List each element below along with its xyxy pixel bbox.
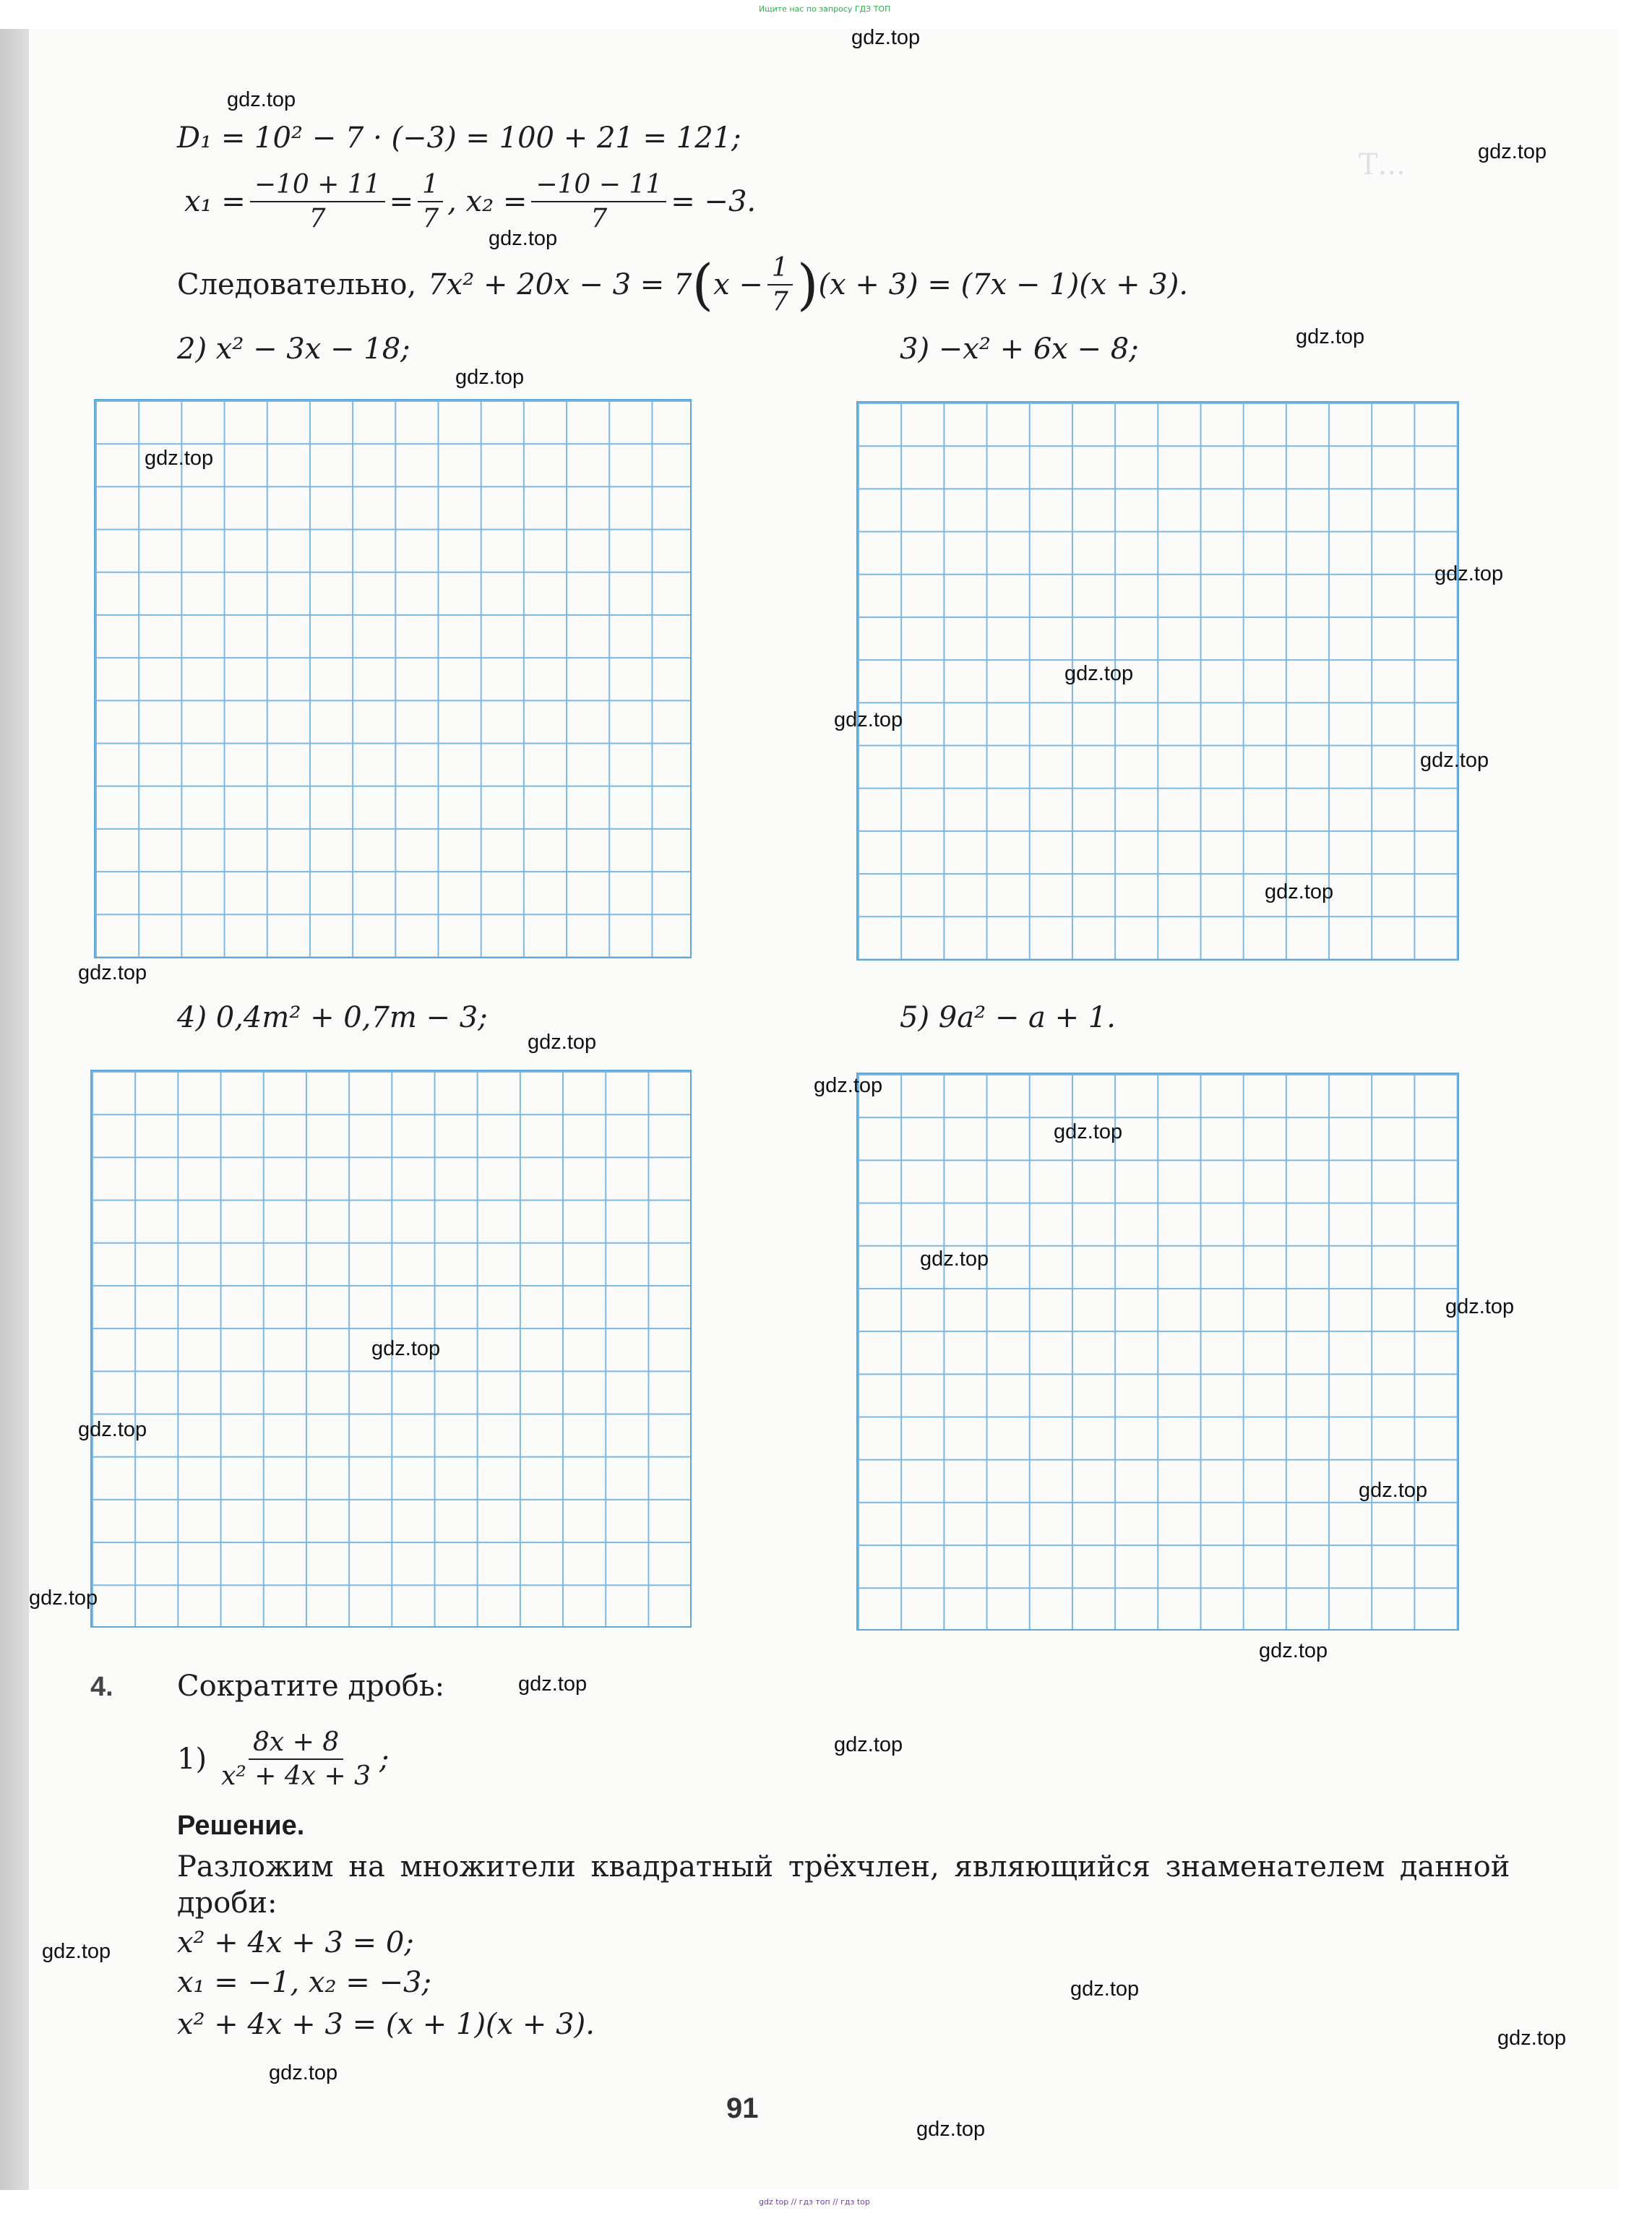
watermark: gdz.top	[814, 1074, 883, 1097]
solution-text-line-1: Разложим на множители квадратный трёхчлен, являющийся знаменателем данной	[177, 1850, 1510, 1884]
watermark: gdz.top	[851, 26, 921, 49]
watermark: gdz.top	[1478, 140, 1547, 163]
watermark: gdz.top	[920, 1247, 989, 1271]
watermark: gdz.top	[916, 2118, 986, 2141]
answer-grid-task-3[interactable]	[856, 401, 1459, 961]
page-number: 91	[726, 2092, 759, 2124]
equation-3: x² + 4x + 3 = (x + 1)(x + 3).	[177, 2008, 595, 2041]
watermark: gdz.top	[1434, 562, 1504, 585]
x1-label: x₁ =	[184, 185, 246, 218]
watermark: gdz.top	[78, 1418, 147, 1441]
watermark: gdz.top	[1359, 1479, 1428, 1502]
exercise-item-1	[177, 1727, 390, 1791]
x2-numerator: −10 − 11	[531, 170, 666, 202]
watermark: gdz.top	[1070, 1977, 1140, 2001]
conclusion-prefix: Следовательно,	[177, 268, 417, 301]
watermark: gdz.top	[834, 1733, 903, 1756]
watermark: gdz.top	[528, 1031, 597, 1054]
solution-heading: Решение.	[177, 1811, 305, 1841]
exercise-number: 4.	[90, 1672, 113, 1702]
conclusion-math-a: 7x² + 20x − 3 = 7	[428, 268, 692, 301]
x1-denominator: 7	[309, 204, 326, 233]
equation-2: x₁ = −1, x₂ = −3;	[177, 1966, 431, 1999]
item-end: ;	[379, 1743, 390, 1776]
watermark: gdz.top	[42, 1940, 111, 1963]
x1-equals: =	[389, 185, 414, 218]
conclusion-line	[177, 253, 1188, 317]
watermark: gdz.top	[371, 1337, 441, 1360]
watermark: gdz.top	[455, 366, 525, 389]
answer-grid-task-2[interactable]	[94, 399, 692, 958]
x1-fraction	[250, 170, 385, 233]
item-label: 1)	[177, 1743, 207, 1776]
item-fraction	[217, 1727, 375, 1791]
right-paren: )	[796, 252, 819, 317]
task-5-label: 5) 9a² − a + 1.	[900, 1001, 1117, 1034]
equation-1: x² + 4x + 3 = 0;	[177, 1926, 414, 1959]
task-2-label: 2) x² − 3x − 18;	[177, 332, 410, 366]
answer-grid-task-5[interactable]	[856, 1073, 1459, 1631]
watermark: gdz.top	[1420, 749, 1489, 772]
conclusion-fraction-denominator: 7	[771, 287, 788, 317]
x1-value-numerator: 1	[418, 170, 443, 202]
watermark: gdz.top	[78, 961, 147, 984]
watermark: gdz.top	[1054, 1120, 1123, 1143]
watermark: gdz.top	[29, 1586, 98, 1610]
solution-text-line-2: дроби:	[177, 1886, 278, 1920]
x1-value-fraction	[418, 170, 443, 233]
exercise-title: Сократите дробь:	[177, 1670, 445, 1703]
task-3-label: 3) −x² + 6x − 8;	[900, 332, 1139, 366]
bottom-banner: gdz top // гдз топ // гдз top	[759, 2197, 870, 2207]
top-banner: Ищите нас по запросу ГДЗ ТОП	[759, 4, 891, 14]
watermark: gdz.top	[1064, 662, 1134, 685]
item-denominator: x² + 4x + 3	[221, 1761, 371, 1791]
x1-numerator: −10 + 11	[250, 170, 385, 202]
bleed-through: Т...	[1359, 148, 1406, 181]
task-4-label: 4) 0,4m² + 0,7m − 3;	[177, 1001, 488, 1034]
x2-fraction	[531, 170, 666, 233]
x1-value-denominator: 7	[422, 204, 439, 233]
conclusion-fraction-numerator: 1	[767, 253, 793, 285]
watermark: gdz.top	[1265, 880, 1334, 903]
x2-denominator: 7	[590, 204, 608, 233]
watermark: gdz.top	[145, 447, 214, 470]
x-minus: x −	[713, 268, 763, 301]
item-numerator: 8x + 8	[249, 1727, 343, 1760]
roots-line	[184, 170, 756, 233]
conclusion-fraction	[767, 253, 793, 317]
x2-label: , x₂ =	[447, 185, 528, 218]
conclusion-math-b: (x + 3) = (7x − 1)(x + 3).	[818, 268, 1189, 301]
watermark: gdz.top	[227, 88, 296, 111]
watermark: gdz.top	[1445, 1295, 1515, 1318]
discriminant-line: D₁ = 10² − 7 · (−3) = 100 + 21 = 121;	[177, 121, 741, 155]
watermark: gdz.top	[1296, 325, 1365, 348]
watermark: gdz.top	[489, 227, 558, 250]
x2-value: = −3.	[671, 185, 757, 218]
watermark: gdz.top	[1259, 1639, 1328, 1662]
watermark: gdz.top	[834, 708, 903, 731]
watermark: gdz.top	[269, 2061, 338, 2084]
watermark: gdz.top	[518, 1672, 588, 1696]
watermark: gdz.top	[1497, 2027, 1567, 2050]
left-paren: (	[692, 252, 714, 317]
